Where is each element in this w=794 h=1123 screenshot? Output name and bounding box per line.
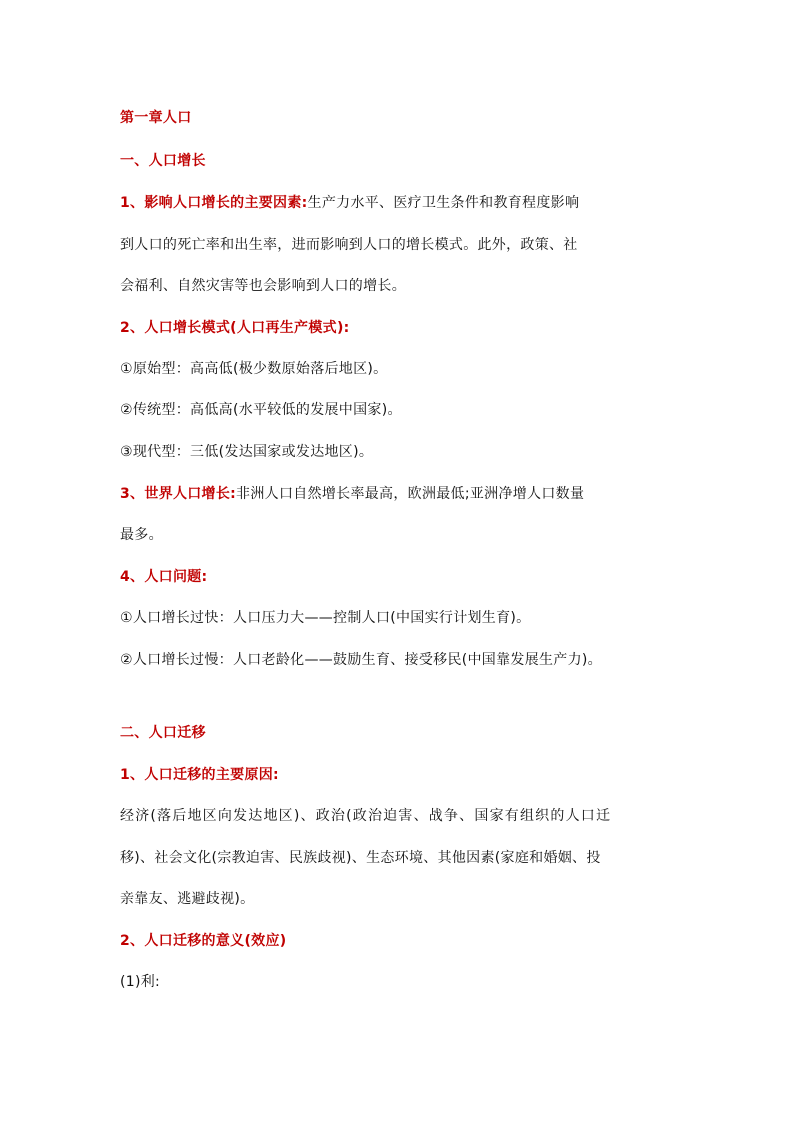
item-label: 3、世界人口增长: [120,486,237,502]
paragraph-line: 经济(落后地区向发达地区)、政治(政治迫害、战争、国家有组织的人口迁 [120,808,612,824]
item-text: 生产力水平、医疗卫生条件和教育程度影响 [307,195,580,211]
list-item-primitive-type: ①原始型：高高低(极少数原始落后地区)。 [120,361,388,377]
item-label-population-problems: 4、人口问题: [120,569,208,585]
paragraph-line: 到人口的死亡率和出生率，进而影响到人口的增长模式。此外，政策、社 [120,237,578,253]
list-item-growth-too-fast: ①人口增长过快：人口压力大——控制人口(中国实行计划生育)。 [120,610,531,626]
paragraph-line: 亲靠友、逃避歧视)。 [120,891,255,907]
list-item-modern-type: ③现代型：三低(发达国家或发达地区)。 [120,444,374,460]
paragraph-line: 最多。 [120,527,163,543]
item-text: 非洲人口自然增长率最高，欧洲最低;亚洲净增人口数量 [236,486,585,502]
paragraph-line: 会福利、自然灾害等也会影响到人口的增长。 [120,278,406,294]
paragraph-line: 移)、社会文化(宗教迫害、民族歧视)、生态环境、其他因素(家庭和婚姻、投 [120,850,601,866]
paragraph-world-growth [120,484,584,504]
item-label: 1、影响人口增长的主要因素: [120,195,308,211]
list-item-growth-too-slow: ②人口增长过慢：人口老龄化——鼓励生育、接受移民(中国靠发展生产力)。 [120,652,602,668]
list-item-traditional-type: ②传统型：高低高(水平较低的发展中国家)。 [120,402,402,418]
item-label-growth-modes: 2、人口增长模式(人口再生产模式): [120,320,350,336]
chapter-title: 第一章人口 [120,110,192,126]
paragraph-growth-factors [120,193,579,213]
sub-item-benefits: (1)利: [120,974,161,990]
section-heading-migration: 二、人口迁移 [120,725,206,741]
item-label-migration-significance: 2、人口迁移的意义(效应) [120,933,287,949]
section-heading-population-growth: 一、人口增长 [120,153,206,169]
item-label-migration-reasons: 1、人口迁移的主要原因: [120,767,279,783]
